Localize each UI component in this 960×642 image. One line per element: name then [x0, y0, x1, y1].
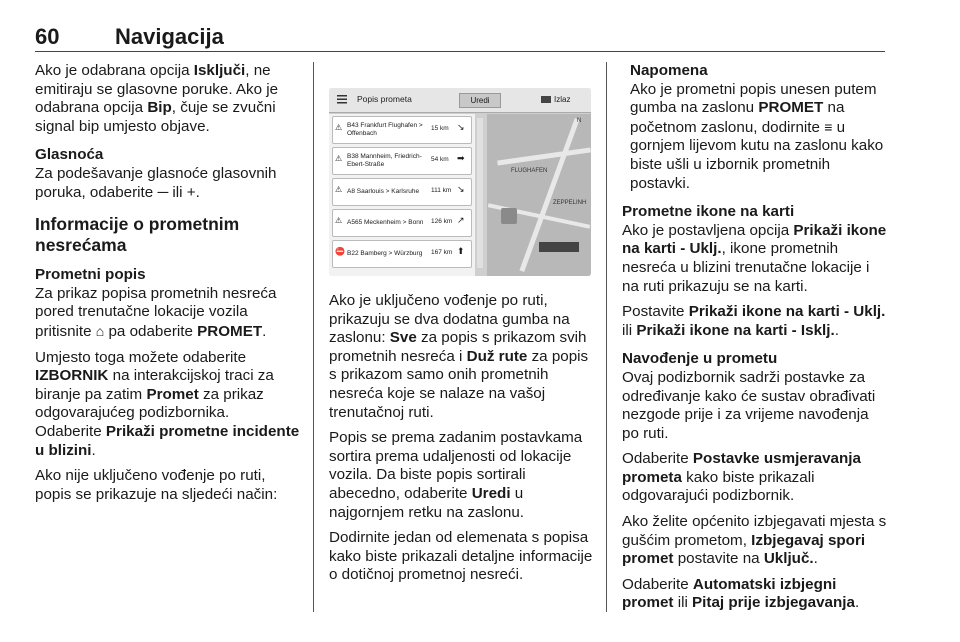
exit-icon: [541, 96, 551, 103]
header-rule: [35, 51, 885, 52]
heading-traffic-guidance: Navođenje u prometu: [622, 350, 778, 368]
map-label: N: [577, 118, 582, 124]
map-label: ZEPPELINH: [553, 200, 587, 206]
traffic-list: [329, 114, 475, 276]
column-1: [35, 62, 303, 511]
list-item[interactable]: ⚠ B38 Mannheim, Friedrich-Ebert-Straße 54 km ➡: [332, 147, 472, 175]
chapter-title: Navigacija: [115, 24, 224, 49]
list-item[interactable]: ⚠ A565 Meckenheim > Bonn 126 km ↗: [332, 209, 472, 237]
warning-sign-icon: ⚠: [335, 216, 343, 225]
section-heading: Informacije o prometnim nesrećama: [35, 214, 240, 256]
paragraph: Odaberite Automatski izbjegni promet ili Pitaj prije izbjegavanja.: [622, 575, 860, 612]
list-item[interactable]: ⛔ B22 Bamberg > Würzburg 167 km ⬆: [332, 240, 472, 268]
paragraph: Ako je odabrana opcija Isključi, ne emitiraju se glasovne poruke. Ako je odabrana opcija Bip, čuje se zvučni signal bip umjesto objave.: [35, 62, 279, 135]
column-3: [622, 62, 888, 620]
paragraph: Dodirnite jedan od elemenata s popisa kako biste prikazali detaljne informacije o dotičnoj prometnoj nesreći.: [329, 529, 593, 584]
menu-icon: ≡: [824, 118, 833, 135]
traffic-jam-icon: ⛔: [335, 247, 345, 256]
warning-sign-icon: ⚠: [335, 123, 343, 132]
compass-button[interactable]: [501, 208, 517, 224]
heading-traffic-icons: Prometne ikone na karti: [622, 203, 795, 221]
paragraph: Ako je uključeno vođenje po ruti, prikazuju se dva dodatna gumba na zaslonu: Sve za popis s prikazom svih prometnih nesreća i Duž rute za popis s prikazom samo onih prometnih nesreća koje se nalaze na vašoj trenutačnoj ruti.: [329, 292, 589, 421]
direction-icon: ↘: [457, 184, 465, 194]
paragraph: Ako je postavljena opcija Prikaži ikone na karti - Uklj., ikone prometnih nesreća u blizini trenutačne lokacije i na ruti prikazuju se na karti.: [622, 221, 887, 295]
paragraph: Odaberite Prikaži prometne incidente u blizini.: [35, 422, 300, 459]
note-title: Napomena: [630, 62, 708, 79]
warning-sign-icon: ⚠: [335, 154, 343, 163]
map-road: [497, 147, 591, 165]
edit-button[interactable]: Uredi: [459, 93, 501, 108]
paragraph: Ovaj podizbornik sadrži postavke za određivanje kako će sustav obrađivati nezgode prije i za vrijeme navođenja po ruti.: [622, 368, 876, 442]
column-2: [329, 292, 593, 592]
plus-icon: +: [186, 183, 196, 201]
note-text: Ako je prometni popis unesen putem gumba na zaslonu PROMET na početnom zaslonu, dodirnite ≡ u gornjem lijevom kutu na zaslonu kako biste ušli u izbornik prometnih postavki.: [630, 80, 884, 192]
note-box: [622, 62, 888, 193]
direction-icon: ↗: [457, 215, 465, 225]
list-item[interactable]: ⚠ B43 Frankfurt Flughafen > Offenbach 15 km ↘: [332, 116, 472, 144]
scrollbar[interactable]: [477, 118, 483, 268]
traffic-list-screenshot: [329, 88, 591, 276]
paragraph: Za podešavanje glasnoće glasovnih poruka, odaberite ─ ili +.: [35, 164, 277, 201]
list-item[interactable]: ⚠ A8 Saarlouis > Karlsruhe 111 km ↘: [332, 178, 472, 206]
paragraph: Odaberite Postavke usmjeravanja prometa kako biste prikazali odgovarajući podizbornik.: [622, 450, 861, 505]
direction-icon: ⬆: [457, 246, 465, 256]
screen-title: Popis prometa: [357, 94, 412, 104]
heading-traffic-list: Prometni popis: [35, 266, 146, 284]
menu-icon: [337, 94, 349, 104]
map-label: FLUGHAFEN: [511, 168, 548, 174]
minus-icon: ─: [157, 183, 169, 201]
expand-button[interactable]: [539, 242, 579, 252]
heading-volume: Glasnoća: [35, 146, 104, 164]
paragraph: Umjesto toga možete odaberite IZBORNIK na interakcijskoj traci za biranje pa zatim Promet za prikaz odgovarajućeg podizbornika.: [35, 348, 274, 422]
paragraph: Ako želite općenito izbjegavati mjesta s gušćim prometom, Izbjegavaj spori promet postavite na Uključ..: [622, 513, 887, 568]
direction-icon: ↘: [457, 122, 465, 132]
exit-button[interactable]: Izlaz: [541, 93, 581, 106]
column-divider: [606, 62, 607, 612]
page-number: 60: [35, 24, 60, 49]
home-icon: ⌂: [95, 322, 105, 339]
paragraph: Ako nije uključeno vođenje po ruti, popis se prikazuje na sljedeći način:: [35, 467, 278, 503]
paragraph: Postavite Prikaži ikone na karti - Uklj. ili Prikaži ikone na karti - Isklj..: [622, 303, 886, 339]
page-header: [35, 24, 885, 52]
screen-top-bar: [329, 88, 591, 113]
paragraph: Za prikaz popisa prometnih nesreća pored trenutačne lokacije vozila pritisnite ⌂ pa odaberite PROMET.: [35, 284, 277, 340]
direction-icon: ➡: [457, 153, 465, 163]
warning-sign-icon: ⚠: [335, 185, 343, 194]
paragraph: Popis se prema zadanim postavkama sortira prema udaljenosti od lokacije vozila. Da biste popis sortirali abecedno, odaberite Uredi u najgornjem retku na zaslonu.: [329, 429, 583, 521]
column-divider: [313, 62, 314, 612]
